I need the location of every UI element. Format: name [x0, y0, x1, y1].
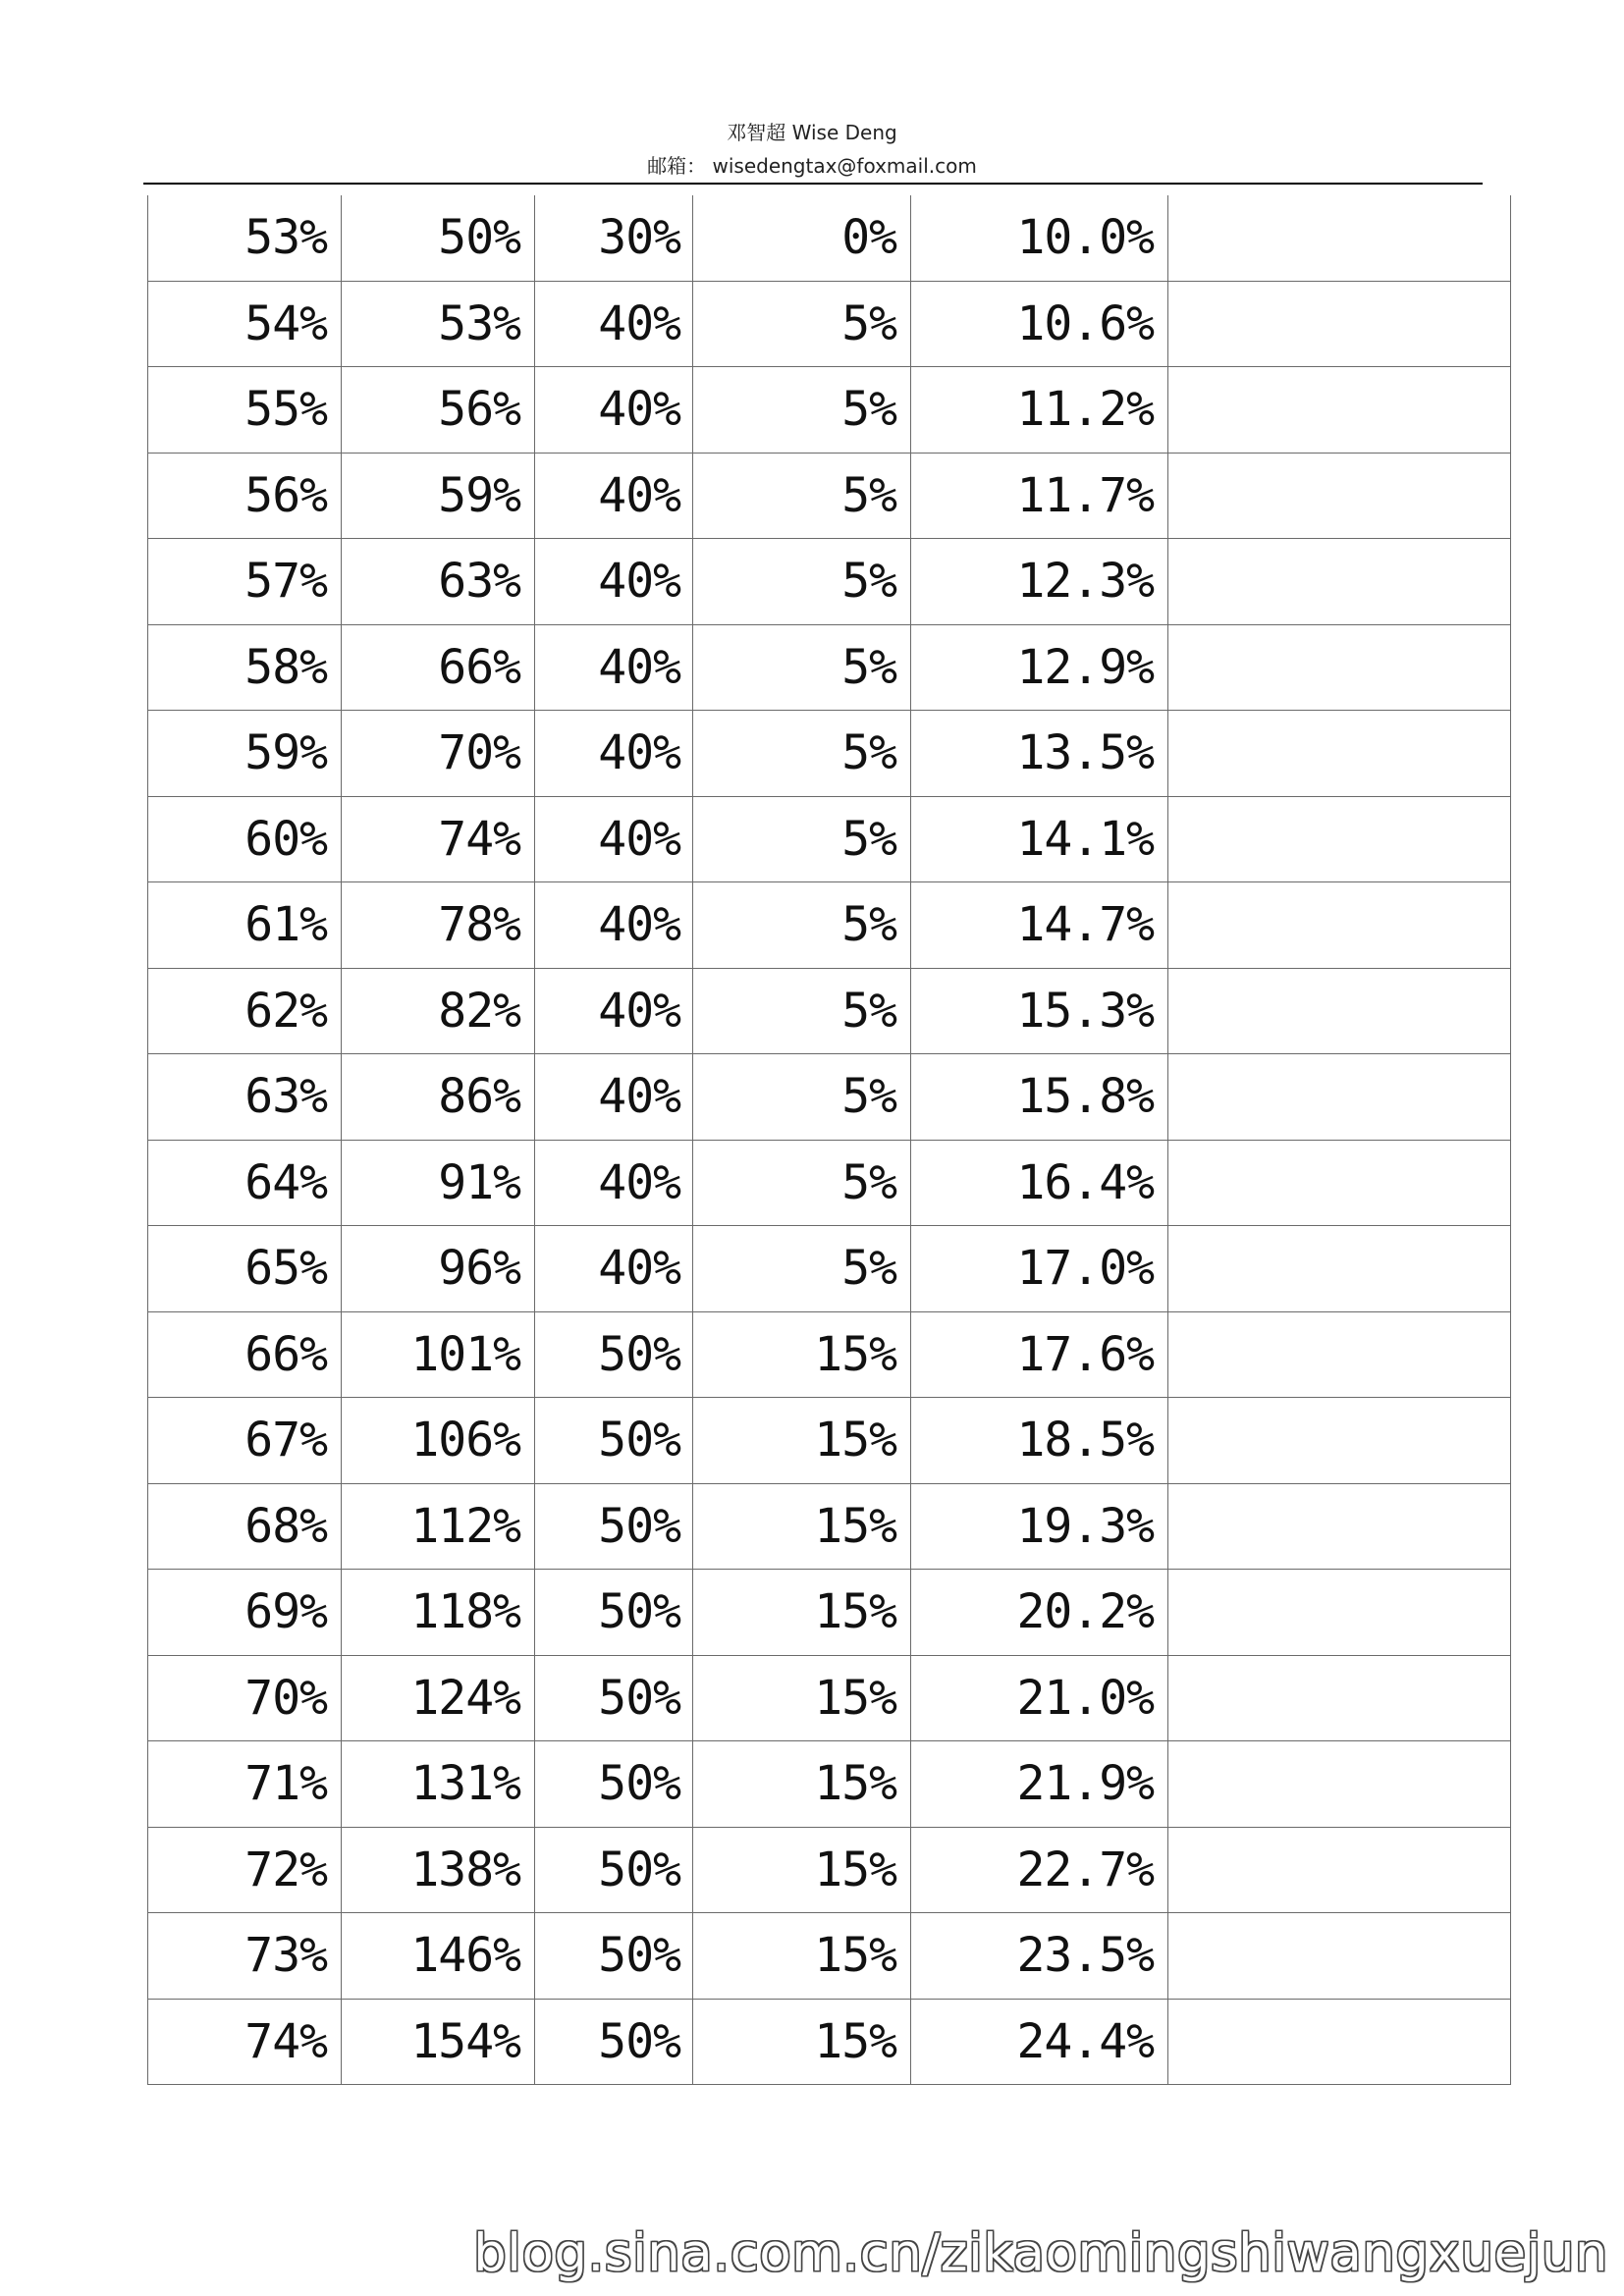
table-cell: [1168, 281, 1511, 367]
page-header: [0, 116, 1624, 183]
table-cell: 23.5%: [911, 1913, 1168, 2000]
table-cell: 73%: [148, 1913, 342, 2000]
table-cell: [1168, 1054, 1511, 1141]
table-cell: 5%: [693, 711, 911, 797]
table-cell: 50%: [535, 1398, 693, 1484]
table-cell: [1168, 1827, 1511, 1913]
table-cell: 19.3%: [911, 1483, 1168, 1570]
table-row: [148, 281, 1511, 367]
table-cell: 53%: [342, 281, 535, 367]
table-cell: 5%: [693, 1140, 911, 1226]
table-cell: 17.0%: [911, 1226, 1168, 1312]
table-row: [148, 453, 1511, 539]
table-cell: 17.6%: [911, 1311, 1168, 1398]
table-cell: [1168, 1140, 1511, 1226]
table-cell: [1168, 1655, 1511, 1741]
table-cell: 56%: [148, 453, 342, 539]
table-row: [148, 624, 1511, 711]
table-cell: 40%: [535, 367, 693, 454]
table-cell: 58%: [148, 624, 342, 711]
table-cell: 131%: [342, 1741, 535, 1828]
table-row: [148, 882, 1511, 969]
table-cell: [1168, 624, 1511, 711]
table-cell: 50%: [535, 1827, 693, 1913]
table-row: [148, 1655, 1511, 1741]
table-cell: 21.0%: [911, 1655, 1168, 1741]
table-cell: 50%: [535, 1655, 693, 1741]
table-cell: 50%: [535, 1483, 693, 1570]
table-cell: 5%: [693, 453, 911, 539]
table-cell: 154%: [342, 1999, 535, 2085]
table-cell: [1168, 1226, 1511, 1312]
table-row: [148, 1913, 1511, 2000]
table-cell: [1168, 1741, 1511, 1828]
table-cell: 71%: [148, 1741, 342, 1828]
table-cell: [1168, 1913, 1511, 2000]
table-cell: 74%: [148, 1999, 342, 2085]
table-cell: 61%: [148, 882, 342, 969]
table-cell: 40%: [535, 711, 693, 797]
table-cell: 5%: [693, 367, 911, 454]
table-cell: 66%: [342, 624, 535, 711]
table-row: [148, 367, 1511, 454]
table-cell: 21.9%: [911, 1741, 1168, 1828]
table-cell: 124%: [342, 1655, 535, 1741]
table-cell: [1168, 195, 1511, 281]
table-cell: 12.9%: [911, 624, 1168, 711]
table-cell: 65%: [148, 1226, 342, 1312]
table-cell: 62%: [148, 968, 342, 1054]
header-divider: [143, 183, 1483, 185]
table-cell: 40%: [535, 968, 693, 1054]
table-cell: 74%: [342, 796, 535, 882]
table-cell: 63%: [148, 1054, 342, 1141]
table-cell: 72%: [148, 1827, 342, 1913]
table-cell: 11.7%: [911, 453, 1168, 539]
author-line: 邓智超 Wise Deng: [727, 121, 897, 144]
table-row: [148, 1999, 1511, 2085]
table-cell: 5%: [693, 624, 911, 711]
table-cell: 5%: [693, 882, 911, 969]
table-row: [148, 968, 1511, 1054]
table-cell: 13.5%: [911, 711, 1168, 797]
table-cell: 22.7%: [911, 1827, 1168, 1913]
table-cell: 101%: [342, 1311, 535, 1398]
table-cell: 50%: [535, 1999, 693, 2085]
table-cell: 69%: [148, 1570, 342, 1656]
table-cell: 40%: [535, 1054, 693, 1141]
table-cell: 50%: [535, 1913, 693, 2000]
table-row: [148, 195, 1511, 281]
table-cell: [1168, 1999, 1511, 2085]
table-cell: [1168, 539, 1511, 625]
table-row: [148, 1226, 1511, 1312]
table-cell: 15%: [693, 1655, 911, 1741]
table-cell: 40%: [535, 1226, 693, 1312]
table-cell: 53%: [148, 195, 342, 281]
table-cell: 70%: [148, 1655, 342, 1741]
table-cell: 15%: [693, 1999, 911, 2085]
watermark: blog.sina.com.cn/zikaomingshiwangxuejun: [473, 2223, 1608, 2283]
table-row: [148, 1311, 1511, 1398]
table-cell: 106%: [342, 1398, 535, 1484]
table-cell: 96%: [342, 1226, 535, 1312]
table-cell: 15.8%: [911, 1054, 1168, 1141]
table-cell: 5%: [693, 1054, 911, 1141]
table-row: [148, 796, 1511, 882]
table-cell: 0%: [693, 195, 911, 281]
table-cell: [1168, 1570, 1511, 1656]
table-cell: 12.3%: [911, 539, 1168, 625]
table-cell: 40%: [535, 539, 693, 625]
table-cell: 14.7%: [911, 882, 1168, 969]
table-cell: 5%: [693, 796, 911, 882]
table-cell: 59%: [342, 453, 535, 539]
table-cell: 82%: [342, 968, 535, 1054]
table-cell: [1168, 796, 1511, 882]
table-cell: 55%: [148, 367, 342, 454]
table-cell: 50%: [535, 1570, 693, 1656]
table-row: [148, 1827, 1511, 1913]
table-cell: 5%: [693, 968, 911, 1054]
table-cell: 40%: [535, 624, 693, 711]
rate-table-body: [148, 195, 1511, 2085]
table-cell: 50%: [535, 1741, 693, 1828]
table-cell: 67%: [148, 1398, 342, 1484]
table-cell: 30%: [535, 195, 693, 281]
table-cell: 68%: [148, 1483, 342, 1570]
table-cell: 15%: [693, 1827, 911, 1913]
table-row: [148, 1570, 1511, 1656]
table-row: [148, 1741, 1511, 1828]
table-cell: 5%: [693, 539, 911, 625]
table-cell: 112%: [342, 1483, 535, 1570]
table-cell: [1168, 1483, 1511, 1570]
table-row: [148, 1483, 1511, 1570]
table-cell: 63%: [342, 539, 535, 625]
table-cell: [1168, 453, 1511, 539]
table-cell: 40%: [535, 796, 693, 882]
table-cell: 57%: [148, 539, 342, 625]
table-cell: 18.5%: [911, 1398, 1168, 1484]
table-cell: 15%: [693, 1570, 911, 1656]
table-cell: 15%: [693, 1913, 911, 2000]
table-row: [148, 1140, 1511, 1226]
table-cell: [1168, 882, 1511, 969]
table-cell: 70%: [342, 711, 535, 797]
table-cell: [1168, 711, 1511, 797]
table-cell: 118%: [342, 1570, 535, 1656]
table-cell: 14.1%: [911, 796, 1168, 882]
table-cell: 10.6%: [911, 281, 1168, 367]
table-cell: 91%: [342, 1140, 535, 1226]
table-cell: [1168, 1311, 1511, 1398]
table-row: [148, 1054, 1511, 1141]
table-cell: 15%: [693, 1741, 911, 1828]
table-cell: 16.4%: [911, 1140, 1168, 1226]
table-row: [148, 1398, 1511, 1484]
table-cell: 86%: [342, 1054, 535, 1141]
table-row: [148, 711, 1511, 797]
table-cell: 50%: [342, 195, 535, 281]
table-cell: 64%: [148, 1140, 342, 1226]
table-cell: 40%: [535, 1140, 693, 1226]
table-cell: 40%: [535, 453, 693, 539]
table-cell: 24.4%: [911, 1999, 1168, 2085]
table-cell: [1168, 968, 1511, 1054]
table-cell: 56%: [342, 367, 535, 454]
table-cell: 60%: [148, 796, 342, 882]
table-cell: 11.2%: [911, 367, 1168, 454]
table-cell: 15%: [693, 1311, 911, 1398]
table-cell: 20.2%: [911, 1570, 1168, 1656]
table-cell: 5%: [693, 1226, 911, 1312]
table-cell: 5%: [693, 281, 911, 367]
table-cell: 66%: [148, 1311, 342, 1398]
table-cell: 146%: [342, 1913, 535, 2000]
table-cell: 138%: [342, 1827, 535, 1913]
table-cell: [1168, 367, 1511, 454]
table-cell: 40%: [535, 882, 693, 969]
table-cell: 50%: [535, 1311, 693, 1398]
table-cell: 15%: [693, 1483, 911, 1570]
table-row: [148, 539, 1511, 625]
table-cell: 59%: [148, 711, 342, 797]
table-cell: 78%: [342, 882, 535, 969]
table-cell: 15.3%: [911, 968, 1168, 1054]
table-cell: [1168, 1398, 1511, 1484]
table-cell: 54%: [148, 281, 342, 367]
rate-table: [147, 195, 1511, 2085]
table-cell: 15%: [693, 1398, 911, 1484]
table-cell: 10.0%: [911, 195, 1168, 281]
table-cell: 40%: [535, 281, 693, 367]
email-line: 邮箱： wisedengtax@foxmail.com: [647, 154, 977, 178]
